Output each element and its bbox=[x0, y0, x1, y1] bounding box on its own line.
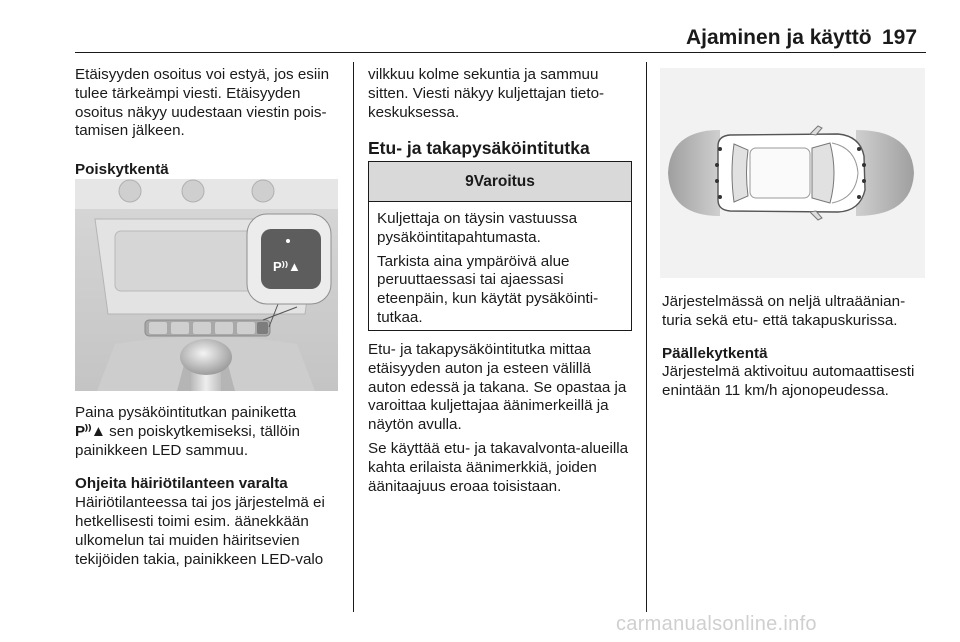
column-divider-1 bbox=[353, 62, 354, 612]
column-2 bbox=[368, 66, 633, 159]
warning-box bbox=[368, 161, 632, 331]
car-sensor-illustration bbox=[660, 68, 925, 278]
column-1-lower bbox=[75, 404, 345, 569]
intro-paragraph: Etäisyyden osoitus voi estyä, jos esiin tulee tärkeämpi viesti. Etäisyyden osoitus näkyy uudestaan viestin poistamisen jälkeen. bbox=[75, 66, 330, 140]
header-title: Ajaminen ja käyttö bbox=[686, 26, 872, 49]
column-3 bbox=[662, 293, 927, 401]
para-sensors: Järjestelmässä on neljä ultraäänianturia sekä etu- että takapuskurissa. bbox=[662, 293, 906, 329]
para-fault: Häiriötilanteessa tai jos järjestelmä ei hetkellisesti toimi esim. äänekkään ulkomelun tai muiden häiritsevien tekijöiden takia, painikkeen LED-valo bbox=[75, 494, 325, 568]
warning-title: Varoitus bbox=[473, 173, 535, 190]
para-continued: vilkkuu kolme sekuntia ja sammuu sitten. Viesti näkyy kuljettajan tietokeskuksessa. bbox=[368, 66, 605, 121]
heading-poiskytkenta: Poiskytkentä bbox=[75, 161, 169, 179]
para-activation: Järjestelmä aktivoituu automaattisesti enintään 11 km/h ajonopeudessa. bbox=[662, 363, 915, 400]
para-zones: Se käyttää etu- ja takavalvonta-alueilla kahta erilaista äänimerkkiä, joiden äänitaajuus eroaa toisistaan. bbox=[368, 439, 629, 495]
warning-para-2: Tarkista aina ympäröivä alue peruuttaessasi tai ajaessasi eteenpäin, kun käytät pysäköintitutkaa. bbox=[377, 252, 599, 326]
para-measure: Etu- ja takapysäköintitutka mittaa etäisyyden auton ja esteen välillä auton edessä ja takana. Se opastaa ja varoittaa kuljettajaa äänimerkeillä ja näytön avulla. bbox=[368, 341, 627, 434]
warning-icon: 9 bbox=[465, 173, 474, 190]
para-button-off-after: sen poiskytkemiseksi, tällöin painikkeen LED sammuu. bbox=[75, 422, 300, 459]
heading-paallekytkenta: Päällekytkentä bbox=[662, 344, 768, 362]
column-divider-2 bbox=[646, 62, 647, 612]
para-button-off bbox=[75, 404, 345, 460]
warning-para-1: Kuljettaja on täysin vastuussa pysäköintitapahtumasta. bbox=[377, 210, 578, 246]
column-1 bbox=[75, 66, 345, 180]
page-number: 197 bbox=[882, 26, 918, 49]
parking-button-photo bbox=[75, 179, 338, 391]
heading-parking-radar: Etu- ja takapysäköintitutka bbox=[368, 138, 590, 159]
heading-fault: Ohjeita häiriötilanteen varalta bbox=[75, 475, 288, 493]
header-rule bbox=[75, 52, 926, 53]
svg-text:P⁾⁾▲: P⁾⁾▲ bbox=[273, 259, 301, 274]
watermark: carmanualsonline.info bbox=[616, 613, 817, 635]
column-2-lower bbox=[368, 341, 633, 496]
parking-sensor-symbol: P⁾⁾▲ bbox=[75, 422, 105, 440]
para-button-off-before: Paina pysäköintitutkan painiketta bbox=[75, 404, 297, 421]
warning-header bbox=[369, 162, 631, 202]
